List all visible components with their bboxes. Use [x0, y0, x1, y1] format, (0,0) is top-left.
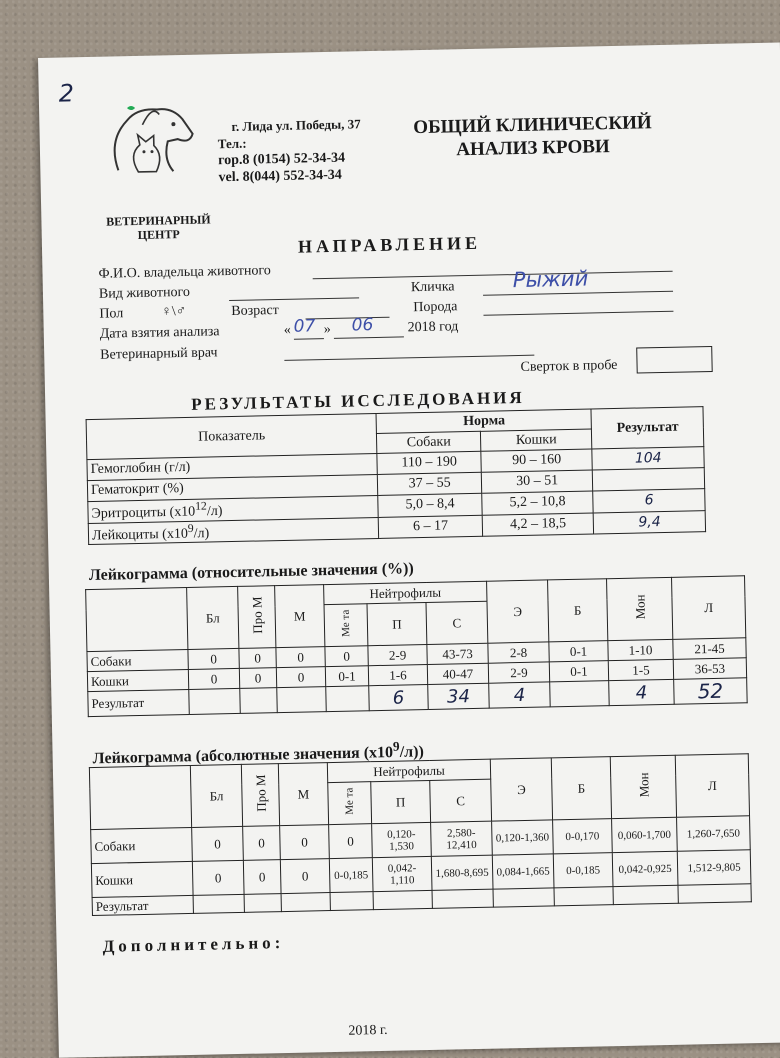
clinic-address: г. Лида ул. Победы, 37	[231, 116, 361, 134]
direction-heading: НАПРАВЛЕНИЕ	[297, 232, 482, 257]
neutrophils-header: Нейтрофилы	[324, 581, 487, 604]
nickname-label: Кличка	[410, 279, 455, 296]
dog-cat-logo-icon	[97, 98, 209, 180]
additional-label: Дополнительно:	[102, 933, 285, 956]
result-hemoglobin: 104	[592, 447, 704, 470]
leuko-abs-table: Бл Про М М Нейтрофилы Э Б Мон Л Ме та П С Собаки 0 0 0 0 0,120-1,530 2,580-12,410 0,120-1,360 0-0,170 0,060-1,700 1,260-7,650 Кошки 0 0 0 0-0,185 0,042-1,110 1,680-8,695 0,084-1,665 0-0,185 0,042-0,925 1,512-9,805 Результат	[89, 753, 752, 916]
date-close-quote: »	[323, 321, 331, 338]
leuko-rel-table: Бл Про М М Нейтрофилы Э Б Мон Л Ме та П С Собаки 0 0 0 0 2-9 43-73 2-8 0-1 1-10 21-45 Кошки 0 0 0 0-1 1-6 40-47 2-9 0-1 1-5 36-53 Результат 6 34 4 4 52	[85, 575, 748, 717]
paper-sheet	[38, 42, 780, 1057]
owner-label: Ф.И.О. владельца животного	[98, 263, 271, 282]
clinic-name-line1: ВЕТЕРИНАРНЫЙ	[106, 212, 211, 229]
date-year: 2018 год	[407, 319, 459, 336]
col-result: Результат	[591, 407, 703, 449]
breed-label: Порода	[413, 299, 458, 316]
table-row: Гематокрит (%) 37 – 55 30 – 51	[87, 468, 704, 502]
vet-field[interactable]	[284, 355, 534, 361]
clinic-name-line2: ЦЕНТР	[137, 227, 180, 242]
date-day: 07	[293, 316, 316, 337]
table-row: Результат	[92, 884, 751, 916]
result-leukocytes: 9,4	[594, 510, 706, 534]
sex-symbols: ♀\♂	[161, 303, 187, 320]
sex-label: Пол	[99, 306, 124, 322]
date-month: 06	[351, 315, 374, 336]
age-label: Возраст	[231, 303, 279, 320]
page-number: 2	[58, 79, 75, 108]
neutrophils-header-abs: Нейтрофилы	[327, 759, 490, 782]
table-row: Эритроциты $(х10^{12}/л)$ 5,0 – 8,4 5,2 – 10,8 6	[88, 489, 705, 524]
nickname-value: Рыжий	[512, 266, 589, 293]
col-indicator: Показатель	[86, 413, 377, 459]
clot-box[interactable]	[636, 346, 713, 374]
table-row: Результат 6 34 4 4 52	[88, 678, 747, 717]
nickname-field[interactable]	[483, 291, 673, 296]
col-cats: Кошки	[480, 429, 592, 451]
doc-title-line2: АНАЛИЗ КРОВИ	[456, 136, 610, 161]
leuko-abs-heading: Лейкограмма (абсолютные значения $(х10^9/л)$)	[92, 738, 424, 768]
table-row: Собаки 0 0 0 0 2-9 43-73 2-8 0-1 1-10 21-45	[87, 638, 746, 672]
result-hematocrit	[593, 468, 705, 491]
age-field[interactable]	[306, 317, 390, 320]
clot-label: Сверток в пробе	[520, 357, 618, 375]
date-label: Дата взятия анализа	[99, 324, 220, 342]
footer-year: 2018 г.	[348, 1022, 388, 1039]
table-row: Собаки 0 0 0 0 0,120-1,530 2,580-12,410 0,120-1,360 0-0,170 0,060-1,700 1,260-7,650	[91, 816, 751, 864]
table-row: Кошки 0 0 0 0-0,185 0,042-1,110 1,680-8,695 0,084-1,665 0-0,185 0,042-0,925 1,512-9,805	[91, 850, 751, 898]
doc-title-line1: ОБЩИЙ КЛИНИЧЕСКИЙ	[413, 112, 652, 139]
date-open-quote: «	[283, 322, 291, 338]
species-label: Вид животного	[98, 284, 191, 302]
tel-label: Тел.:	[217, 135, 247, 152]
breed-field[interactable]	[483, 311, 673, 316]
phone-mobile: vel. 8(044) 552-34-34	[218, 167, 342, 186]
col-dogs: Собаки	[377, 431, 481, 453]
leuko-rel-heading: Лейкограмма (относительные значения (%))	[88, 560, 414, 585]
vet-label: Ветеринарный врач	[100, 345, 218, 363]
table-row: Кошки 0 0 0 0-1 1-6 40-47 2-9 0-1 1-5 36-53	[87, 658, 746, 692]
table-row: Гемоглобин (г/л) 110 – 190 90 – 160 104	[87, 447, 704, 481]
species-field[interactable]	[229, 297, 359, 301]
owner-field[interactable]	[313, 271, 673, 280]
phone-city: гор.8 (0154) 52-34-34	[218, 150, 346, 169]
col-norm: Норма	[376, 409, 591, 433]
results-table	[86, 406, 707, 545]
results-heading: РЕЗУЛЬТАТЫ ИССЛЕДОВАНИЯ	[191, 387, 525, 414]
table-row: Лейкоциты $(х10^9/л)$ 6 – 17 4,2 – 18,5 9,4	[88, 510, 705, 545]
result-erythrocytes: 6	[593, 489, 705, 513]
